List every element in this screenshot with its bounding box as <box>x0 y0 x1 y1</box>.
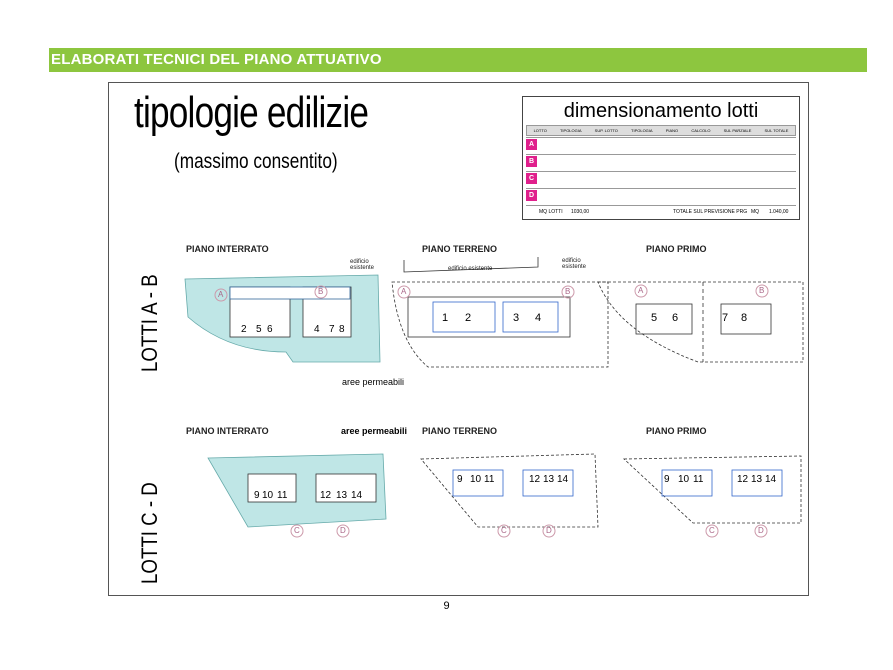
table-totals-label: MQ LOTTI <box>539 209 563 215</box>
table-title: dimensionamento lotti <box>563 100 759 122</box>
panel-label: PIANO INTERRATO <box>186 426 269 436</box>
unit-number: 6 <box>267 324 273 335</box>
table-col-header: SUL TOTALE <box>764 128 789 133</box>
section-header: ELABORATI TECNICI DEL PIANO ATTUATIVO <box>49 48 867 72</box>
unit-number: 1 <box>442 312 449 324</box>
unit-number: 6 <box>672 312 679 324</box>
unit-number: 14 <box>765 474 777 485</box>
row-title-ab: LOTTI A - B <box>137 274 162 372</box>
lot-circle-b: B <box>565 287 571 296</box>
unit-number: 11 <box>484 474 495 485</box>
panel-label: PIANO INTERRATO <box>186 244 269 254</box>
table-col-header: PIANO <box>665 128 679 133</box>
panel-label: PIANO PRIMO <box>646 426 707 436</box>
lot-circle-b: B <box>318 287 324 296</box>
lot-circle-b: B <box>759 286 765 295</box>
unit-number: 12 <box>737 474 749 485</box>
table-col-header: LOTTO <box>533 128 547 133</box>
unit-number: 14 <box>351 490 363 501</box>
unit-number: 11 <box>693 474 704 485</box>
row-title-cd: LOTTI C - D <box>137 482 162 584</box>
unit-number: 2 <box>465 312 472 324</box>
unit-number: 8 <box>741 312 748 324</box>
unit-number: 4 <box>535 312 542 324</box>
unit-number: 3 <box>513 312 520 324</box>
unit-number: 2 <box>241 324 247 335</box>
lot-circle-d: D <box>546 526 552 535</box>
permeable-areas-caption: aree permeabili <box>341 426 408 436</box>
table-footer-unit: MQ <box>751 209 760 215</box>
unit-number: 13 <box>751 474 763 485</box>
unit-number: 9 <box>457 474 463 485</box>
panel-label: PIANO TERRENO <box>422 244 498 254</box>
unit-number: 11 <box>277 490 288 501</box>
lot-badge: B <box>526 156 537 167</box>
unit-number: 5 <box>256 324 262 335</box>
page-number: 9 <box>443 600 450 612</box>
unit-number: 10 <box>470 474 482 485</box>
lot-circle-c: C <box>501 526 507 535</box>
lot-badge: D <box>526 190 537 201</box>
table-footer-value: 1.040,00 <box>769 209 789 215</box>
lot-circle-a: A <box>218 290 224 299</box>
panel-label: PIANO PRIMO <box>646 244 707 254</box>
site-plans-drawing <box>108 82 809 596</box>
table-col-header: TIPOLOGIA <box>631 128 653 133</box>
existing-building-note: edificio esistente <box>350 259 375 271</box>
existing-building-note: edificio esistente <box>562 258 587 270</box>
unit-number: 9 <box>254 490 260 501</box>
lot-circle-d: D <box>758 526 764 535</box>
unit-number: 7 <box>722 312 729 324</box>
unit-number: 10 <box>262 490 274 501</box>
table-col-header: CALCOLO <box>691 128 711 133</box>
unit-number: 12 <box>320 490 332 501</box>
permeable-areas-caption: aree permeabili <box>342 377 405 387</box>
unit-number: 5 <box>651 312 658 324</box>
unit-number: 10 <box>678 474 690 485</box>
lot-circle-c: C <box>709 526 715 535</box>
lot-circle-a: A <box>638 286 644 295</box>
unit-number: 12 <box>529 474 541 485</box>
page-title: tipologie edilizie <box>134 88 369 137</box>
table-footer: TOTALE SUL PREVISIONE PRG <box>673 209 748 215</box>
page-subtitle: (massimo consentito) <box>174 150 338 173</box>
unit-number: 7 <box>329 324 335 335</box>
lot-circle-d: D <box>340 526 346 535</box>
unit-number: 13 <box>336 490 348 501</box>
table-totals-value: 1030,00 <box>571 209 590 215</box>
table-col-header: SUP. LOTTO <box>594 128 618 133</box>
unit-number: 14 <box>557 474 569 485</box>
unit-number: 4 <box>314 324 320 335</box>
lot-circle-a: A <box>401 287 407 296</box>
unit-number: 8 <box>339 324 345 335</box>
unit-number: 13 <box>543 474 555 485</box>
lot-badge: C <box>526 173 537 184</box>
unit-number: 9 <box>664 474 670 485</box>
lot-circle-c: C <box>294 526 300 535</box>
existing-building-note: edificio esistente <box>448 266 493 272</box>
table-col-header: TIPOLOGIA <box>559 128 582 133</box>
lot-badge: A <box>526 139 537 150</box>
panel-label: PIANO TERRENO <box>422 426 498 436</box>
table-col-header: SUL PARZIALE <box>723 128 752 133</box>
